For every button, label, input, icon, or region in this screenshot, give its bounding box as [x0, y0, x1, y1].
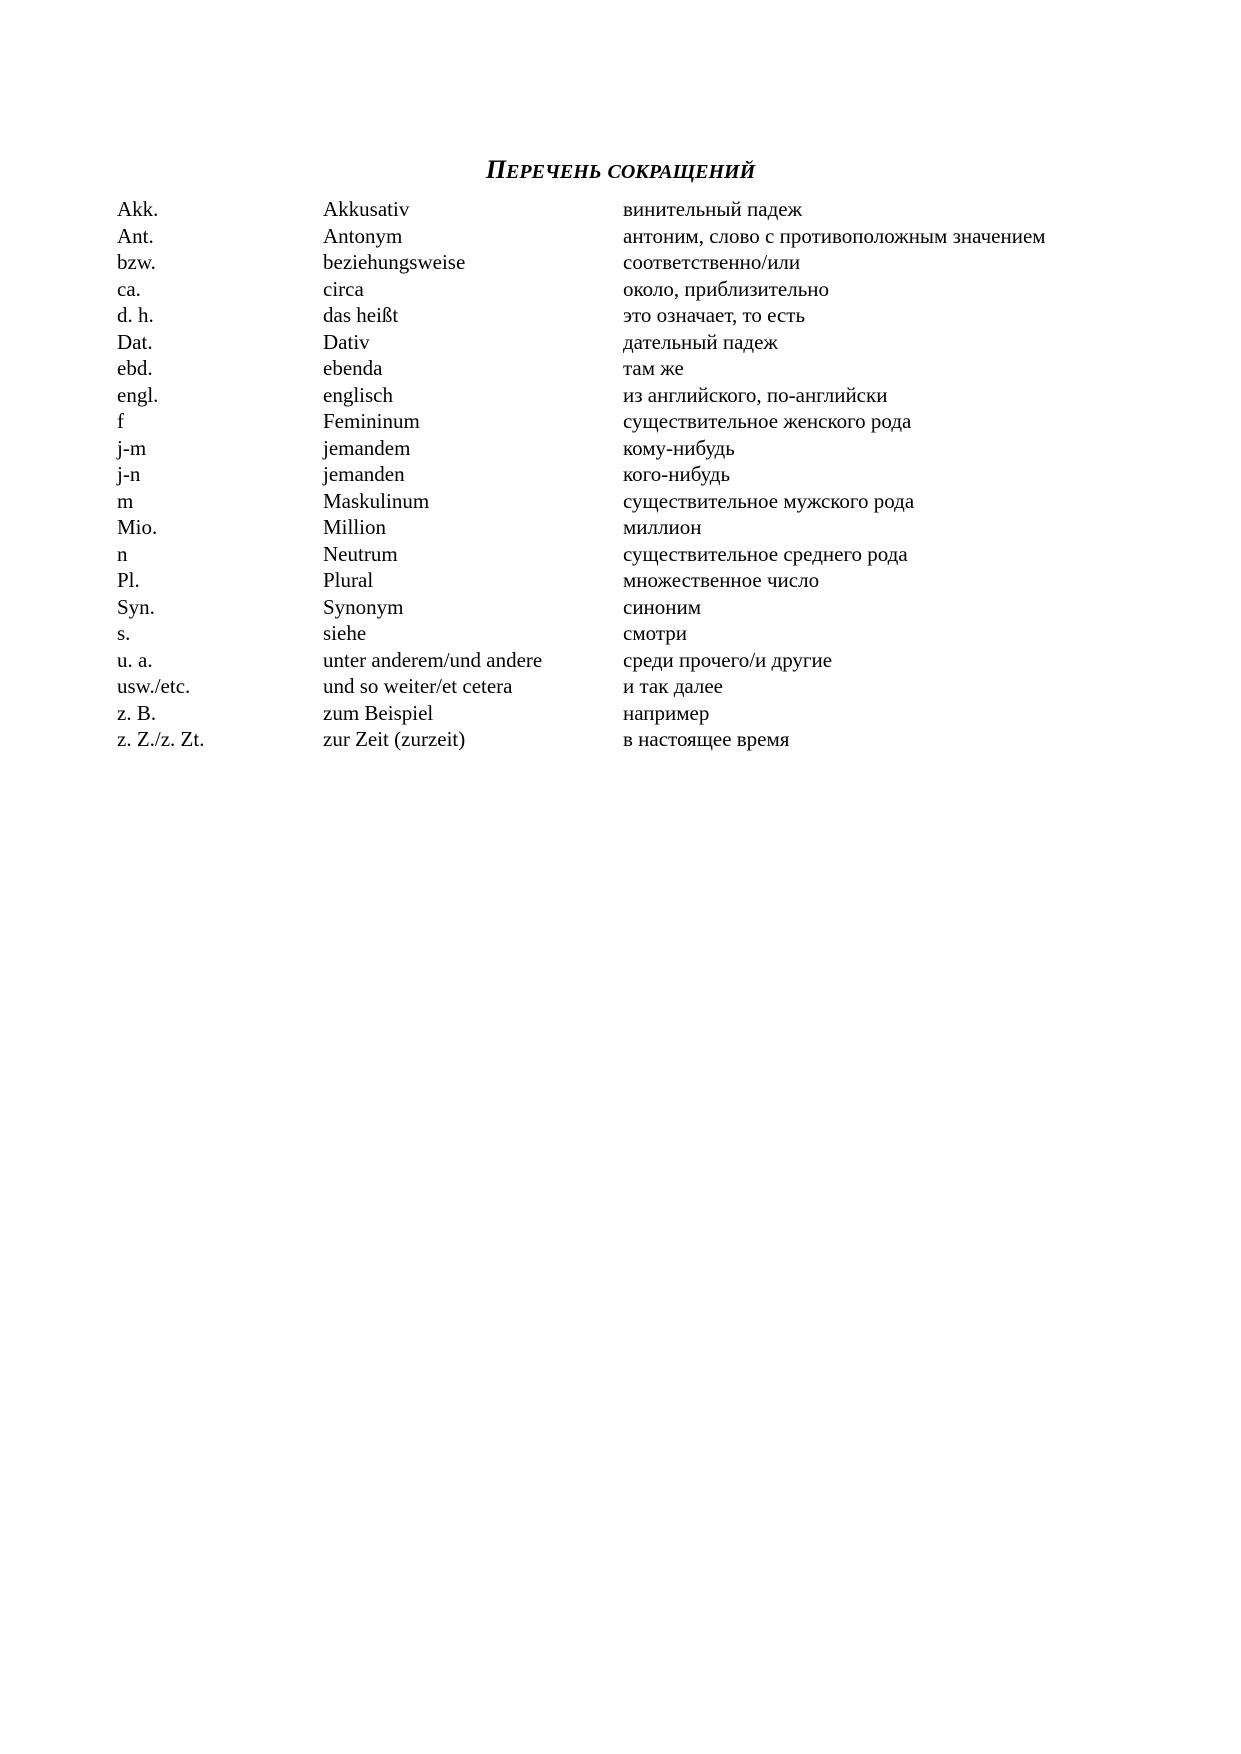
abbreviation-cell: ca. — [117, 276, 141, 301]
translation-cell: например — [623, 700, 710, 725]
translation-cell: множественное число — [623, 568, 820, 592]
abbreviation-cell: z. Z./z. Zt. — [117, 727, 205, 751]
full-form-cell: Neutrum — [323, 541, 398, 566]
page-title — [0, 155, 1241, 187]
full-form-cell: jemanden — [323, 462, 405, 486]
abbreviation-row — [117, 196, 1143, 223]
abbreviation-row — [117, 329, 1143, 356]
abbreviation-cell: Mio. — [117, 515, 158, 539]
title-first-letter: П — [485, 155, 507, 184]
abbreviation-cell: d. h. — [117, 303, 154, 327]
full-form-cell: englisch — [323, 382, 393, 407]
translation-cell: синоним — [623, 594, 702, 619]
full-form-cell: Femininum — [323, 409, 420, 433]
abbreviation-row — [117, 223, 1143, 250]
abbreviation-cell: f — [117, 409, 124, 433]
full-form-cell: siehe — [323, 621, 367, 645]
abbreviation-row — [117, 461, 1143, 488]
translation-cell: соответственно/или — [623, 250, 801, 274]
translation-cell: кого-нибудь — [623, 462, 731, 486]
translation-cell: винительный падеж — [623, 197, 803, 221]
full-form-cell: Synonym — [323, 594, 404, 619]
full-form-cell: Antonym — [323, 223, 403, 248]
full-form-cell: Maskulinum — [323, 488, 430, 513]
translation-cell: около, приблизительно — [623, 276, 830, 301]
translation-cell: смотри — [623, 621, 688, 645]
full-form-cell: ebenda — [323, 356, 383, 380]
translation-cell: из английского, по-английски — [623, 382, 888, 407]
full-form-cell: Akkusativ — [323, 197, 410, 221]
abbreviation-cell: j-n — [117, 462, 141, 486]
abbreviation-cell: Akk. — [117, 197, 159, 221]
abbreviation-row — [117, 514, 1143, 541]
full-form-cell: beziehungsweise — [323, 250, 466, 274]
abbreviation-row — [117, 302, 1143, 329]
full-form-cell: circa — [323, 276, 364, 301]
abbreviation-row — [117, 382, 1143, 409]
abbreviation-cell: m — [117, 488, 134, 513]
full-form-cell: Plural — [323, 568, 374, 592]
abbreviation-cell: u. a. — [117, 647, 153, 672]
abbreviation-cell: usw./etc. — [117, 674, 191, 698]
translation-cell: и так далее — [623, 674, 724, 698]
translation-cell: в настоящее время — [623, 727, 790, 751]
translation-cell: среди прочего/и другие — [623, 647, 833, 672]
abbreviation-row — [117, 541, 1143, 568]
full-form-cell: zum Beispiel — [323, 700, 434, 725]
abbreviation-cell: engl. — [117, 382, 159, 407]
abbreviation-row — [117, 647, 1143, 674]
translation-cell: существительное женского рода — [623, 409, 912, 433]
abbreviation-row — [117, 408, 1143, 435]
translation-cell: существительное среднего рода — [623, 541, 908, 566]
abbreviation-table-body — [117, 196, 1143, 753]
abbreviation-cell: Dat. — [117, 329, 153, 354]
translation-cell: там же — [623, 356, 684, 380]
abbreviation-cell: ebd. — [117, 356, 153, 380]
abbreviation-cell: Pl. — [117, 568, 140, 592]
full-form-cell: Dativ — [323, 329, 370, 354]
abbreviation-cell: Ant. — [117, 223, 154, 248]
full-form-cell: unter anderem/und andere — [323, 647, 543, 672]
abbreviation-row — [117, 567, 1143, 594]
translation-cell: кому-нибудь — [623, 435, 735, 460]
abbreviation-cell: z. B. — [117, 700, 157, 725]
translation-cell: существительное мужского рода — [623, 488, 915, 513]
translation-cell: это означает, то есть — [623, 303, 806, 327]
abbreviation-row — [117, 700, 1143, 727]
abbreviation-cell: s. — [117, 621, 131, 645]
abbreviation-cell: Syn. — [117, 594, 155, 619]
full-form-cell: jemandem — [323, 435, 411, 460]
abbreviation-cell: bzw. — [117, 250, 156, 274]
title-first-word-rest: ЕРЕЧЕНЬ — [506, 161, 602, 183]
title-second-word: СОКРАЩЕНИЙ — [607, 161, 756, 183]
full-form-cell: zur Zeit (zurzeit) — [323, 727, 466, 751]
full-form-cell: Million — [323, 515, 387, 539]
abbreviation-cell: j-m — [117, 435, 147, 460]
abbreviation-row — [117, 594, 1143, 621]
full-form-cell: das heißt — [323, 303, 399, 327]
translation-cell: миллион — [623, 515, 702, 539]
translation-cell: дательный падеж — [623, 329, 778, 354]
abbreviation-row — [117, 276, 1143, 303]
abbreviation-table — [117, 196, 1143, 753]
abbreviation-row — [117, 435, 1143, 462]
full-form-cell: und so weiter/et cetera — [323, 674, 513, 698]
abbreviation-cell: n — [117, 541, 128, 566]
abbreviation-row — [117, 249, 1143, 276]
abbreviation-row — [117, 673, 1143, 700]
abbreviation-row — [117, 620, 1143, 647]
abbreviation-row — [117, 726, 1143, 753]
abbreviation-row — [117, 355, 1143, 382]
abbreviation-row — [117, 488, 1143, 515]
translation-cell: антоним, слово с противоположным значением — [623, 223, 1046, 248]
